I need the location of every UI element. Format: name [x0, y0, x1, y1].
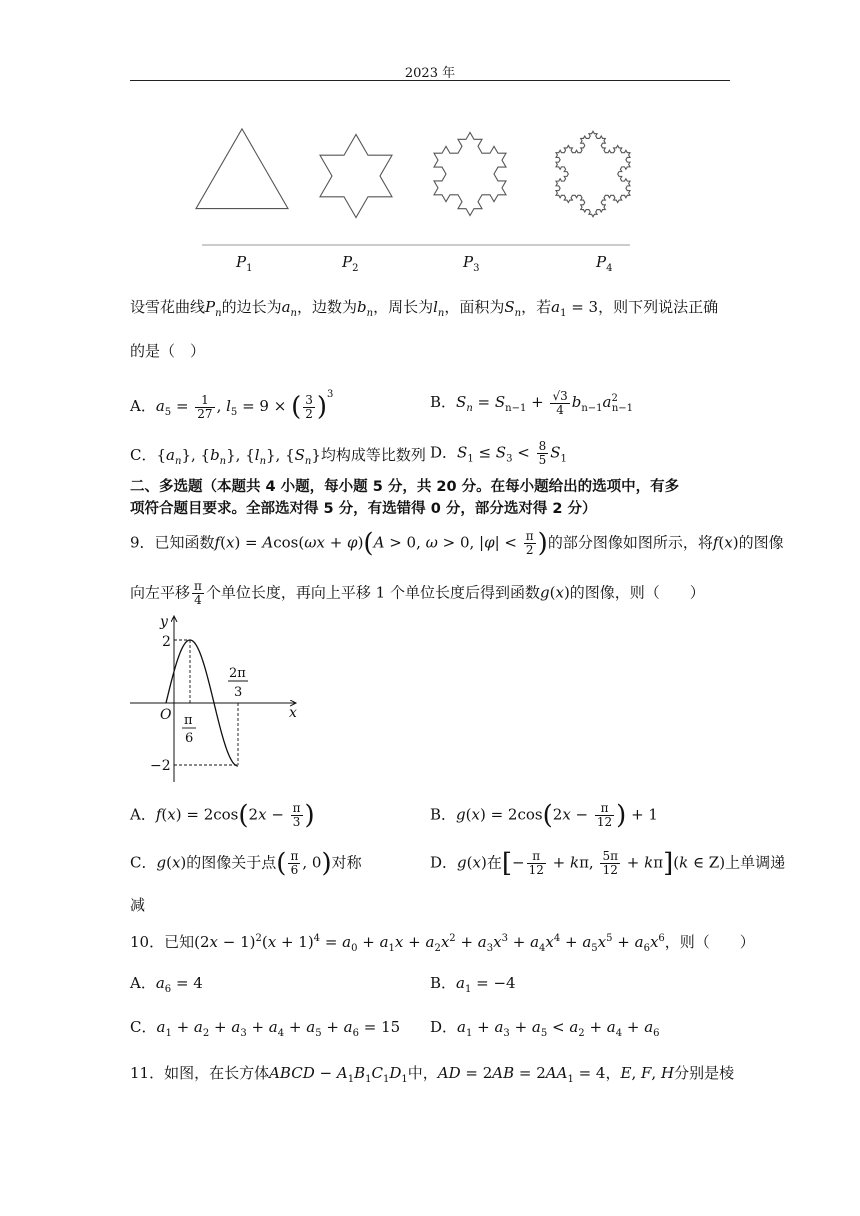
- q9-stem-line1: 9．已知函数f(x) = Acos(ωx + φ)(A > 0, ω > 0, |φ| < $\frac{\pi}{2}$ )的部分图像如图所示，将f(x)的图像: [130, 528, 784, 559]
- q8-option-a: A．$a_5$ = $\frac{1}{27}$ , $l_5 = 9$ × ( $\frac{3}{2}$ )$^3$: [130, 389, 334, 422]
- tick-2pi3-den: 3: [234, 685, 243, 700]
- q9-option-c-text: 对称: [331, 853, 362, 872]
- q10-stem: 10．已知$(2x - 1)^2(x + 1)^4 = a_0 + a_1x + a_2x^2 + a_3x^3 + a_4x^4 + a_5x^5 + a_6x^6$，则（ ）: [130, 933, 755, 954]
- q11-text: 11．如图，在长方体: [130, 1064, 270, 1082]
- option-label: C．: [130, 853, 157, 872]
- q10-option-c: C．$a_1 + a_2 + a_3 + a_4 + a_5 + a_6 = 15$: [130, 1018, 401, 1039]
- q8-text: ，则下列说法正确: [598, 298, 719, 316]
- snowflake-p2: [320, 134, 392, 217]
- origin-label: O: [160, 707, 172, 723]
- q8-stem-line2: 的是（ ）: [130, 342, 206, 360]
- q10-option-b: B．$a_1 = -4$: [430, 974, 516, 995]
- q11-text: 分别是棱: [674, 1064, 735, 1082]
- q11-text: ，: [605, 1064, 621, 1082]
- option-label: B．: [430, 393, 457, 411]
- q10-text: 10．已知: [130, 933, 195, 951]
- q9-option-c-text: 的图像关于点: [186, 853, 277, 872]
- option-label: A．: [130, 397, 156, 415]
- label-p2: $P_2$: [342, 253, 359, 274]
- x-axis-label: x: [289, 705, 297, 721]
- q9-text: 向左平移: [130, 583, 191, 602]
- q9-option-c: C．g(x)的图像关于点( $\frac{\pi}{6}$ , 0)对称: [130, 848, 362, 879]
- q9-option-d: D．g(x)在[− $\frac{\pi}{12}$ + kπ, $\frac{5\pi}{12}$ + kπ](k ∈ Z)上单调递: [430, 848, 786, 879]
- option-label: A．: [130, 974, 156, 992]
- option-label: A．: [130, 805, 156, 824]
- q8-option-c-text: 均构成等比数列: [320, 446, 426, 464]
- q9-stem-line2: 向左平移 $\frac{\pi}{4}$ 个单位长度，再向上平移 1 个单位长度后得到函数g(x)的图像，则（ ）: [130, 579, 705, 607]
- q9-option-d-text: 上单调递: [725, 853, 786, 872]
- option-label: B．: [430, 805, 457, 824]
- option-label: B．: [430, 974, 457, 992]
- q8-text: ，面积为: [444, 298, 505, 316]
- section-2-header-line1: 二、多选题（本题共 4 小题，每小题 5 分，共 20 分。在每小题给出的选项中，有多: [130, 479, 680, 495]
- label-p1: $P_1$: [236, 253, 253, 274]
- label-p4: $P_4$: [596, 253, 613, 274]
- q9-text: 的图像，则（ ）: [569, 583, 705, 602]
- header-rule: [130, 80, 730, 81]
- q11-text: 中，: [407, 1064, 438, 1082]
- option-label: D．: [430, 853, 458, 872]
- option-label: C．: [130, 446, 157, 464]
- q9-text: 个单位长度，再向上平移 1 个单位长度后得到函数: [205, 583, 540, 602]
- snowflake-p4: [556, 131, 630, 216]
- q11-stem: 11．如图，在长方体ABCD − $A_1B_1C_1D_1$中，AD = $2AB = 2AA_1 = 4$，E, F, H分别是棱: [130, 1064, 735, 1085]
- tick-2pi3-num: 2π: [229, 666, 246, 681]
- q10-option-d: D．$a_1 + a_3 + a_5 < a_2 + a_4 + a_6$: [430, 1018, 660, 1039]
- y-min-label: −2: [150, 758, 171, 774]
- q9-option-d-text: 在: [486, 853, 502, 872]
- q9-text: 的图像: [738, 533, 784, 552]
- page-header-year: 2023 年: [404, 66, 456, 81]
- q9-option-b: B．g(x) = 2cos(2x − $\frac{\pi}{12}$ ) + 1: [430, 800, 658, 831]
- section-2-header-line2: 项符合题目要求。全部选对得 5 分，有选错得 0 分，部分选对得 2 分）: [130, 501, 597, 517]
- option-label: D．: [430, 1018, 458, 1036]
- q8-text: ，边数为: [296, 298, 357, 316]
- option-label: C．: [130, 1018, 157, 1036]
- q8-option-b: B．$S_n = S_{n-1}$ + $\frac{√3}{4}$ $b_{n-1}a^2_{n-1}$: [430, 388, 634, 417]
- tick-pi6-den: 6: [185, 731, 194, 746]
- q9-option-d-wrap: 减: [130, 896, 146, 914]
- y-axis-label: y: [160, 614, 168, 630]
- label-p3: $P_3$: [463, 253, 480, 274]
- q9-function-graph: [128, 610, 308, 790]
- q8-option-c: C．$\{a_n\}$, $\{b_n\}$, $\{l_n\}$, $\{S_n\}$均构成等比数列: [130, 446, 426, 467]
- tick-pi6-num: π: [184, 713, 193, 728]
- q9-text: 9．已知函数: [130, 533, 215, 552]
- snowflake-p1: [196, 129, 288, 209]
- q10-option-a: A．$a_6 = 4$: [130, 974, 203, 995]
- q8-option-d: D．$S_1 \le S_3$ < $\frac{8}{5}$ $S_1$: [430, 439, 567, 467]
- q9-option-a: A．f(x) = 2cos(2x − $\frac{\pi}{3}$ ): [130, 800, 315, 831]
- q8-text: ，若: [521, 298, 552, 316]
- q9-text: 的部分图像如图所示，将: [547, 533, 713, 552]
- q8-stem-line1: 设雪花曲线$P_n$的边长为$a_n$，边数为$b_n$，周长为$l_n$，面积为$S_n$，若$a_1 = 3$，则下列说法正确: [130, 298, 719, 319]
- q8-text: 的边长为: [221, 298, 282, 316]
- q8-text: ，周长为: [373, 298, 434, 316]
- option-label: D．: [430, 443, 458, 462]
- snowflake-figure: [190, 118, 670, 278]
- q10-text: ，则（ ）: [664, 933, 755, 951]
- q8-text: 设雪花曲线: [130, 298, 206, 316]
- y-max-label: 2: [162, 634, 171, 650]
- snowflake-p3: [434, 132, 506, 215]
